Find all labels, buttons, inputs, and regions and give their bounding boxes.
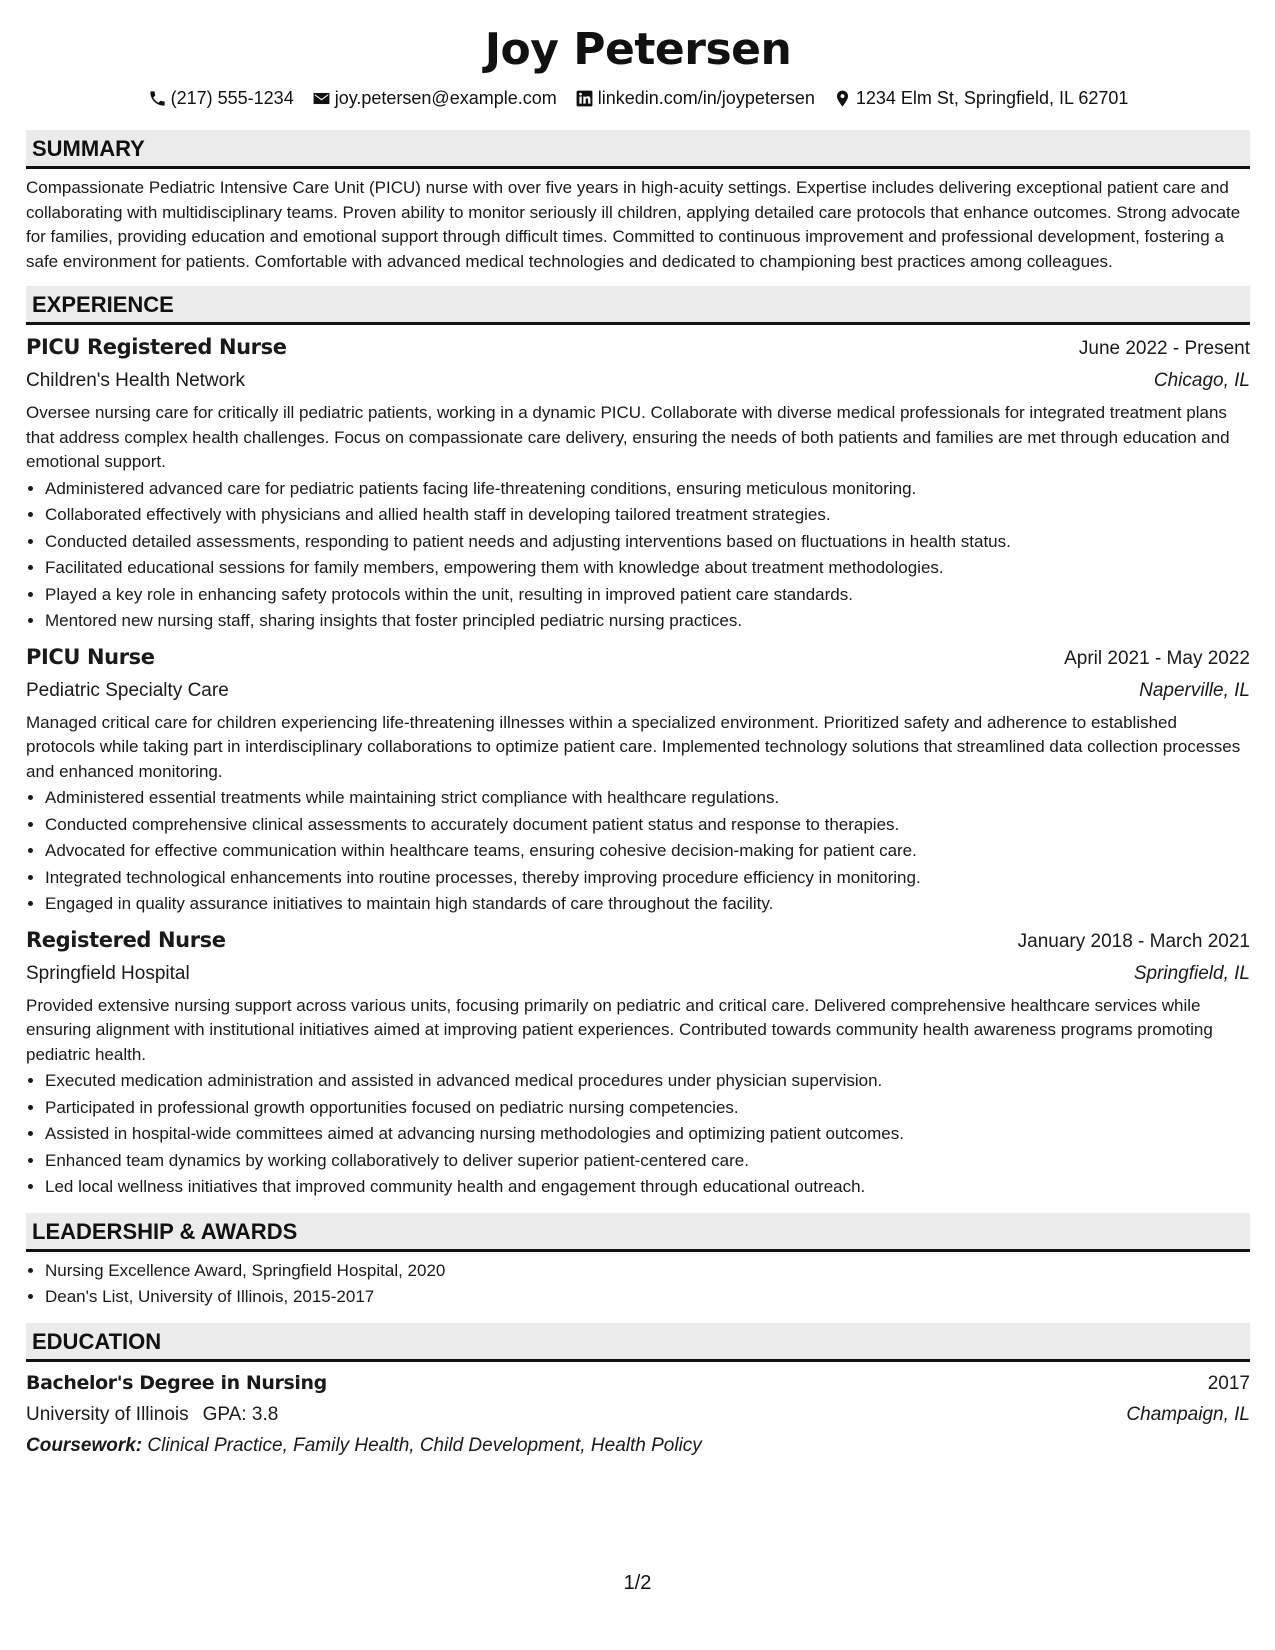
school-location: Champaign, IL	[1126, 1403, 1250, 1425]
job-title: PICU Registered Nurse	[26, 335, 287, 359]
job-organization: Children's Health Network	[26, 370, 246, 391]
job-location: Naperville, IL	[1139, 679, 1250, 701]
school-name: University of Illinois	[26, 1403, 189, 1425]
job-location: Chicago, IL	[1153, 370, 1250, 391]
address-text: 1234 Elm St, Springfield, IL 62701	[855, 88, 1129, 108]
page-number: 1/2	[623, 1572, 652, 1594]
degree-title: Bachelor's Degree in Nursing	[26, 1371, 327, 1394]
job-organization: Springfield Hospital	[26, 962, 190, 984]
linkedin-link[interactable]: linkedin.com/in/joypetersen	[597, 88, 815, 108]
phone-text: (217) 555-1234	[170, 88, 294, 108]
job-dates: January 2018 - March 2021	[1017, 930, 1250, 952]
job-organization: Pediatric Specialty Care	[26, 679, 229, 701]
job-dates: April 2021 - May 2022	[1064, 647, 1250, 669]
phone-icon	[148, 89, 167, 108]
job-bullets	[26, 476, 1250, 635]
resume-content	[26, 24, 1250, 1461]
job-bullets	[26, 1068, 1250, 1201]
list-item: • Collaborated effectively with physicians and allied health staff in developing tailored treatment strategies.	[45, 502, 1250, 529]
summary-heading: SUMMARY	[26, 130, 1250, 169]
contact-phone	[148, 86, 294, 110]
gpa: GPA: 3.8	[202, 1403, 279, 1425]
list-item: • Administered advanced care for pediatric patients facing life-threatening conditions, ensuring meticulous monitoring.	[45, 476, 1250, 503]
education-heading: EDUCATION	[26, 1323, 1250, 1362]
list-item: • Administered essential treatments while maintaining strict compliance with healthcare regulations.	[45, 785, 1250, 812]
job-location: Springfield, IL	[1133, 962, 1250, 984]
job-entry	[26, 331, 1250, 635]
contact-bar	[26, 86, 1250, 110]
list-item: • Facilitated educational sessions for family members, empowering them with knowledge about treatment methodologies.	[45, 555, 1250, 582]
list-item: • Integrated technological enhancements into routine processes, thereby improving procedure efficiency in monitoring.	[45, 865, 1250, 892]
contact-email[interactable]	[312, 86, 557, 110]
coursework-label: Coursework:	[26, 1434, 143, 1456]
coursework-list: Clinical Practice, Family Health, Child Development, Health Policy	[147, 1434, 702, 1456]
list-item: • Led local wellness initiatives that improved community health and engagement through educational outreach.	[45, 1174, 1250, 1201]
list-item: • Enhanced team dynamics by working collaboratively to deliver superior patient-centered care.	[45, 1148, 1250, 1175]
education-entry	[26, 1368, 1250, 1461]
job-entry	[26, 641, 1250, 918]
list-item: • Mentored new nursing staff, sharing insights that foster principled pediatric nursing practices.	[45, 608, 1250, 635]
degree-year: 2017	[1207, 1372, 1250, 1394]
email-link[interactable]: joy.petersen@example.com	[334, 88, 557, 108]
list-item: • Nursing Excellence Award, Springfield Hospital, 2020	[45, 1258, 1250, 1285]
contact-linkedin[interactable]	[575, 86, 815, 110]
map-pin-icon	[833, 89, 852, 108]
coursework-line	[26, 1431, 1250, 1461]
list-item: • Engaged in quality assurance initiatives to maintain high standards of care throughout the facility.	[45, 891, 1250, 918]
job-title: PICU Nurse	[26, 644, 155, 669]
envelope-icon	[312, 89, 331, 108]
list-item: • Conducted comprehensive clinical assessments to accurately document patient status and response to therapies.	[45, 812, 1250, 839]
job-dates: June 2022 - Present	[1078, 338, 1250, 359]
list-item: • Played a key role in enhancing safety protocols within the unit, resulting in improved patient care standards.	[45, 582, 1250, 609]
list-item: • Participated in professional growth opportunities focused on pediatric nursing competencies.	[45, 1095, 1250, 1122]
job-description: Provided extensive nursing support across various units, focusing primarily on pediatric and critical care. Delivered comprehensive healthcare services while ensuring alignment with institutional initiatives aimed at improving patient experiences. Contributed towards community health awareness programs promoting pediatric health.	[26, 995, 1213, 1064]
contact-address	[833, 86, 1129, 110]
experience-heading: EXPERIENCE	[26, 286, 1250, 325]
awards-list	[26, 1258, 1250, 1311]
awards-heading: LEADERSHIP & AWARDS	[26, 1213, 1250, 1252]
list-item: • Advocated for effective communication within healthcare teams, ensuring cohesive decision-making for patient care.	[45, 838, 1250, 865]
job-entry	[26, 924, 1250, 1201]
job-description: Managed critical care for children experiencing life-threatening illnesses within a specialized environment. Prioritized safety and adherence to established protocols while taking part in interdisciplinary collaborations to optimize patient care. Implemented technology solutions that streamlined data collection processes and enhanced monitoring.	[26, 712, 1241, 781]
list-item: • Dean's List, University of Illinois, 2015-2017	[45, 1284, 1250, 1311]
linkedin-icon	[575, 89, 594, 108]
job-bullets	[26, 785, 1250, 918]
list-item: • Executed medication administration and assisted in advanced medical procedures under physician supervision.	[45, 1068, 1250, 1095]
job-description: Oversee nursing care for critically ill pediatric patients, working in a dynamic PICU. Collaborate with diverse medical professionals for integrated treatment plans that address complex health challenges. Focus on compassionate care delivery, ensuring the needs of both patients and families are met through education and emotional support.	[26, 403, 1230, 471]
summary-text: Compassionate Pediatric Intensive Care Unit (PICU) nurse with over five years in high-acuity settings. Expertise includes delivering exceptional patient care and collaborating with multidisciplinary teams. Proven ability to monitor seriously ill children, applying detailed care protocols that enhance outcomes. Strong advocate for families, providing education and emotional support through difficult times. Committed to continuous improvement and professional development, fostering a safe environment for patients. Comfortable with advanced medical technologies and dedicated to championing best practices among colleagues.	[26, 178, 1241, 271]
school-line	[26, 1400, 278, 1430]
list-item: • Assisted in hospital-wide committees aimed at advancing nursing methodologies and optimizing patient outcomes.	[45, 1121, 1250, 1148]
list-item: • Conducted detailed assessments, responding to patient needs and adjusting interventions based on fluctuations in health status.	[45, 529, 1250, 556]
candidate-name: Joy Petersen	[484, 24, 792, 75]
job-title: Registered Nurse	[26, 927, 226, 952]
